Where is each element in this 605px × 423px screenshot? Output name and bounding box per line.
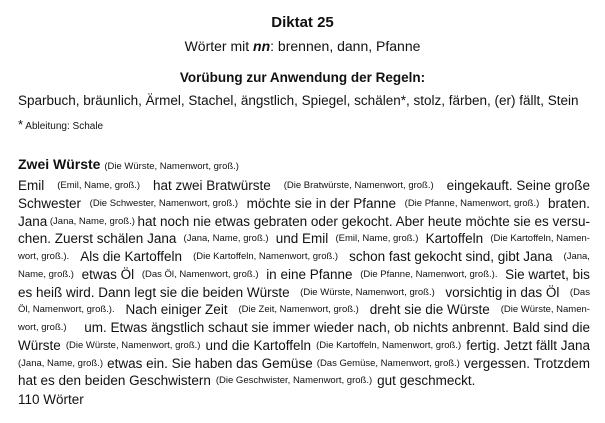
annotation: (Die Kartoffeln, Namenwort, groß.)	[316, 339, 462, 351]
story-title-text: Zwei Würste	[18, 156, 101, 172]
text-line	[18, 284, 590, 302]
text-line	[18, 319, 590, 337]
annotation: (Das Gemüse, Namenwort, groß.)	[316, 357, 460, 369]
annotation: Name, groß.)	[18, 268, 74, 280]
annotation: (Die Kartoffeln, Namenwort, groß.)	[193, 251, 339, 262]
annotation: (Die Pfanne, Namenwort, groß.)	[404, 197, 540, 209]
subtitle	[0, 38, 605, 54]
text-segment: Nach einiger Zeit	[125, 302, 228, 318]
text-line	[18, 248, 590, 266]
annotation: (Jana, Name, groß.)	[18, 357, 103, 369]
text-line	[18, 301, 590, 319]
text-segment: braten.	[547, 195, 590, 211]
text-segment: etwas Öl	[81, 266, 135, 282]
annotation: (Die Bratwürste, Namenwort, groß.)	[283, 180, 434, 191]
text-segment: gut geschmeckt.	[377, 373, 476, 389]
text-segment: Emil	[18, 178, 45, 193]
annotation: wort, groß.)	[18, 322, 67, 333]
text-segment: in eine Pfanne	[266, 266, 353, 282]
subtitle-highlight: nn	[253, 38, 271, 54]
text-line	[18, 177, 590, 195]
annotation: (Die Würste, Namen-	[500, 304, 590, 316]
annotation: (Die Zeit, Namenwort, groß.)	[238, 304, 359, 316]
text-segment: eingekauft. Seine große	[446, 178, 590, 193]
annotation: (Die Geschwister, Namenwort, groß.)	[215, 375, 373, 387]
text-segment: Sie wartet, bis	[505, 266, 590, 282]
annotation: (Emil, Name, groß.)	[335, 233, 419, 245]
annotation: wort, groß.).	[18, 251, 70, 262]
page-title: Diktat 25	[271, 14, 334, 31]
text-segment: Als die Kartoffeln	[80, 249, 183, 264]
annotation: (Die Würste, Namenwort, groß.)	[65, 339, 201, 351]
text-segment: Jana	[18, 213, 48, 229]
text-line	[18, 195, 590, 213]
text-segment: um. Etwas ängstlich schaut sie immer wieder nach, ob nichts anbrennt. Bald sind die	[84, 320, 590, 335]
subtitle-suffix: : brennen, dann, Pfanne	[270, 38, 421, 54]
text-segment: hat noch nie etwas gebraten oder gekocht. Aber heute möchte sie es versu-	[137, 213, 590, 229]
text-segment: fertig. Jetzt fällt Jana	[466, 337, 590, 353]
text-segment: hat zwei Bratwürste	[153, 178, 271, 193]
annotation: (Emil, Name, groß.)	[57, 180, 141, 191]
story-title-annotation: (Die Würste, Namenwort, groß.)	[104, 161, 239, 172]
exercise-heading: Vorübung zur Anwendung der Regeln:	[179, 70, 426, 85]
annotation: (Jana, Name, groß.)	[183, 233, 269, 245]
exercise-word-list: Sparbuch, bräunlich, Ärmel, Stachel, ängstlich, Spiegel, schälen*, stolz, färben, (er) fällt, Stein	[18, 93, 579, 108]
story-title	[18, 156, 239, 172]
text-segment: etwas ein. Sie haben das Gemüse	[107, 355, 313, 371]
annotation: (Die Würste, Namenwort, groß.)	[300, 286, 435, 298]
annotation: (Jana,	[563, 251, 590, 262]
footnote-star: *	[18, 117, 24, 132]
text-segment: vorsichtig in das Öl	[445, 284, 560, 300]
text-segment: chen. Zuerst schälen Jana	[18, 231, 177, 247]
annotation: Öl, Namenwort, groß.).	[18, 304, 115, 316]
footnote-text: Ableitung: Schale	[23, 121, 104, 132]
text-line	[18, 355, 590, 373]
footnote	[18, 117, 103, 132]
text-line	[18, 213, 590, 231]
text-line	[18, 372, 590, 390]
text-line	[18, 337, 590, 355]
annotation: (Die Pfanne, Namenwort, groß.).	[360, 268, 498, 280]
text-segment: hat es den beiden Geschwistern	[18, 373, 211, 389]
text-segment: und Emil	[275, 231, 329, 247]
subtitle-prefix: Wörter mit	[184, 38, 254, 54]
annotation: (Das Öl, Namenwort, groß.)	[141, 268, 259, 280]
text-segment: dreht sie die Würste	[369, 302, 490, 318]
text-segment: es heiß wird. Dann legt sie die beiden Würste	[18, 284, 290, 300]
annotation: (Die Kartoffeln, Namen-	[490, 233, 590, 245]
text-segment: Schwester	[18, 195, 82, 211]
text-segment: Würste	[18, 337, 61, 353]
text-segment: und die Kartoffeln	[205, 337, 312, 353]
text-segment: schon fast gekocht sind, gibt Jana	[349, 249, 553, 264]
text-segment: Kartoffeln	[425, 231, 484, 247]
word-count: 110 Wörter	[18, 392, 84, 407]
text-segment: möchte sie in der Pfanne	[246, 195, 397, 211]
annotation: (Jana, Name, groß.)	[49, 215, 135, 227]
text-segment: vergessen. Trotzdem	[463, 355, 590, 371]
annotation: (Die Schwester, Namenwort, groß.)	[89, 197, 239, 209]
text-line	[18, 266, 590, 284]
annotation: (Das	[569, 286, 590, 298]
text-line	[18, 230, 590, 248]
dictation-text	[18, 177, 590, 390]
